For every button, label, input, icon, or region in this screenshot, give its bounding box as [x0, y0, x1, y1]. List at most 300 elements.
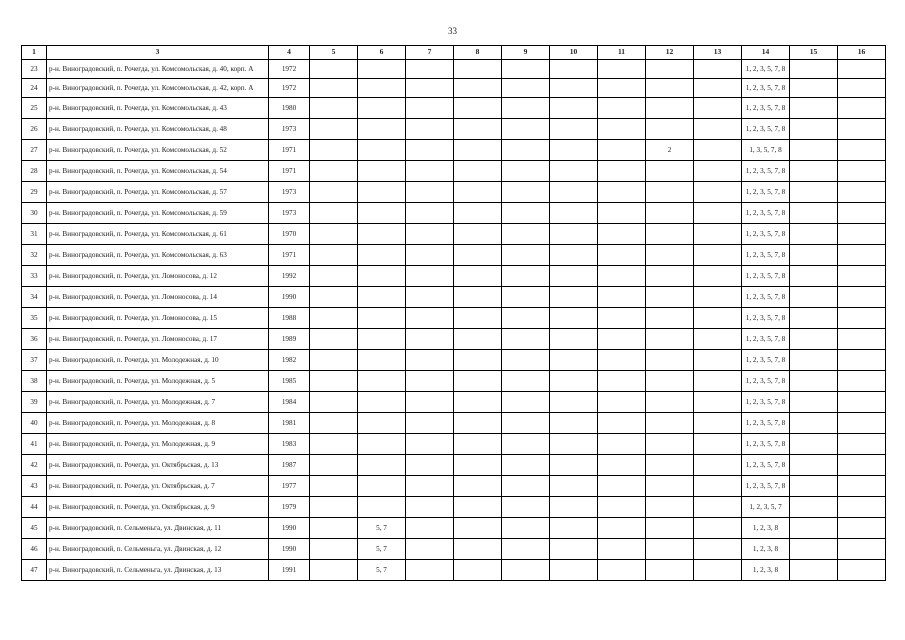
- cell-7: [406, 476, 454, 497]
- address-cell: р-н. Виноградовский, п. Рочегда, ул. Ломоносова, д. 14: [47, 287, 269, 308]
- cell-14: 1, 2, 3, 5, 7, 8: [742, 455, 790, 476]
- cell-14: 1, 3, 5, 7, 8: [742, 140, 790, 161]
- cell-6: [358, 413, 406, 434]
- year-cell: 1981: [269, 413, 310, 434]
- cell-6: 5, 7: [358, 518, 406, 539]
- cell-16: [838, 434, 886, 455]
- cell-12: [646, 245, 694, 266]
- row-number: 33: [22, 266, 47, 287]
- year-cell: 1971: [269, 245, 310, 266]
- cell-5: [310, 560, 358, 581]
- cell-12: [646, 182, 694, 203]
- cell-11: [598, 350, 646, 371]
- cell-9: [502, 476, 550, 497]
- cell-16: [838, 140, 886, 161]
- cell-12: [646, 518, 694, 539]
- cell-9: [502, 518, 550, 539]
- cell-9: [502, 497, 550, 518]
- cell-8: [454, 140, 502, 161]
- cell-11: [598, 413, 646, 434]
- row-number: 42: [22, 455, 47, 476]
- cell-9: [502, 119, 550, 140]
- cell-10: [550, 455, 598, 476]
- cell-15: [790, 203, 838, 224]
- cell-5: [310, 203, 358, 224]
- cell-16: [838, 79, 886, 98]
- year-cell: 1984: [269, 392, 310, 413]
- address-cell: р-н. Виноградовский, п. Рочегда, ул. Комсомольская, д. 57: [47, 182, 269, 203]
- address-cell: р-н. Виноградовский, п. Рочегда, ул. Ломоносова, д. 15: [47, 308, 269, 329]
- row-number: 32: [22, 245, 47, 266]
- address-cell: р-н. Виноградовский, п. Рочегда, ул. Молодежная, д. 8: [47, 413, 269, 434]
- cell-10: [550, 161, 598, 182]
- table-row: [22, 455, 886, 476]
- cell-15: [790, 413, 838, 434]
- cell-14: 1, 2, 3, 5, 7, 8: [742, 287, 790, 308]
- cell-16: [838, 98, 886, 119]
- cell-5: [310, 266, 358, 287]
- address-cell: р-н. Виноградовский, п. Рочегда, ул. Октябрьская, д. 13: [47, 455, 269, 476]
- row-number: 45: [22, 518, 47, 539]
- cell-11: [598, 560, 646, 581]
- cell-7: [406, 79, 454, 98]
- cell-12: [646, 224, 694, 245]
- cell-13: [694, 79, 742, 98]
- cell-11: [598, 140, 646, 161]
- cell-11: [598, 224, 646, 245]
- cell-8: [454, 308, 502, 329]
- cell-5: [310, 476, 358, 497]
- cell-9: [502, 560, 550, 581]
- cell-15: [790, 560, 838, 581]
- cell-11: [598, 161, 646, 182]
- cell-15: [790, 392, 838, 413]
- cell-14: 1, 2, 3, 5, 7, 8: [742, 476, 790, 497]
- cell-10: [550, 560, 598, 581]
- cell-9: [502, 455, 550, 476]
- cell-16: [838, 245, 886, 266]
- cell-11: [598, 371, 646, 392]
- cell-6: 5, 7: [358, 539, 406, 560]
- cell-13: [694, 224, 742, 245]
- cell-14: 1, 2, 3, 5, 7: [742, 497, 790, 518]
- cell-6: [358, 455, 406, 476]
- cell-14: 1, 2, 3, 5, 7, 8: [742, 308, 790, 329]
- cell-14: 1, 2, 3, 5, 7, 8: [742, 119, 790, 140]
- cell-14: 1, 2, 3, 5, 7, 8: [742, 350, 790, 371]
- cell-6: [358, 79, 406, 98]
- year-cell: 1973: [269, 182, 310, 203]
- cell-6: [358, 60, 406, 79]
- row-number: 34: [22, 287, 47, 308]
- year-cell: 1990: [269, 539, 310, 560]
- row-number: 24: [22, 79, 47, 98]
- cell-15: [790, 245, 838, 266]
- cell-9: [502, 392, 550, 413]
- row-number: 35: [22, 308, 47, 329]
- table-row: [22, 350, 886, 371]
- cell-9: [502, 434, 550, 455]
- cell-6: [358, 329, 406, 350]
- cell-15: [790, 182, 838, 203]
- cell-14: 1, 2, 3, 5, 7, 8: [742, 98, 790, 119]
- cell-7: [406, 287, 454, 308]
- cell-9: [502, 350, 550, 371]
- cell-6: [358, 224, 406, 245]
- cell-5: [310, 329, 358, 350]
- cell-5: [310, 98, 358, 119]
- cell-15: [790, 371, 838, 392]
- cell-9: [502, 245, 550, 266]
- cell-6: [358, 119, 406, 140]
- cell-11: [598, 98, 646, 119]
- table-row: [22, 371, 886, 392]
- cell-7: [406, 518, 454, 539]
- cell-5: [310, 245, 358, 266]
- cell-15: [790, 476, 838, 497]
- column-header-12: 12: [646, 46, 694, 60]
- address-cell: р-н. Виноградовский, п. Рочегда, ул. Молодежная, д. 9: [47, 434, 269, 455]
- cell-12: [646, 539, 694, 560]
- address-cell: р-н. Виноградовский, п. Рочегда, ул. Ломоносова, д. 17: [47, 329, 269, 350]
- cell-11: [598, 539, 646, 560]
- table-row: [22, 539, 886, 560]
- row-number: 27: [22, 140, 47, 161]
- cell-12: [646, 350, 694, 371]
- cell-11: [598, 203, 646, 224]
- cell-7: [406, 560, 454, 581]
- row-number: 23: [22, 60, 47, 79]
- address-cell: р-н. Виноградовский, п. Рочегда, ул. Комсомольская, д. 52: [47, 140, 269, 161]
- cell-7: [406, 161, 454, 182]
- cell-10: [550, 266, 598, 287]
- cell-7: [406, 266, 454, 287]
- cell-15: [790, 119, 838, 140]
- cell-13: [694, 329, 742, 350]
- cell-10: [550, 119, 598, 140]
- cell-10: [550, 413, 598, 434]
- cell-7: [406, 98, 454, 119]
- cell-5: [310, 140, 358, 161]
- cell-8: [454, 560, 502, 581]
- cell-16: [838, 60, 886, 79]
- cell-10: [550, 476, 598, 497]
- column-header-14: 14: [742, 46, 790, 60]
- cell-8: [454, 518, 502, 539]
- cell-12: [646, 476, 694, 497]
- cell-10: [550, 329, 598, 350]
- cell-5: [310, 392, 358, 413]
- year-cell: 1971: [269, 161, 310, 182]
- year-cell: 1985: [269, 371, 310, 392]
- cell-13: [694, 392, 742, 413]
- year-cell: 1990: [269, 287, 310, 308]
- cell-10: [550, 434, 598, 455]
- year-cell: 1977: [269, 476, 310, 497]
- cell-10: [550, 371, 598, 392]
- address-cell: р-н. Виноградовский, п. Рочегда, ул. Молодежная, д. 7: [47, 392, 269, 413]
- cell-9: [502, 413, 550, 434]
- cell-16: [838, 539, 886, 560]
- row-number: 28: [22, 161, 47, 182]
- cell-9: [502, 182, 550, 203]
- cell-16: [838, 224, 886, 245]
- cell-6: [358, 182, 406, 203]
- cell-12: [646, 161, 694, 182]
- row-number: 43: [22, 476, 47, 497]
- column-header-9: 9: [502, 46, 550, 60]
- table-row: [22, 224, 886, 245]
- cell-9: [502, 79, 550, 98]
- cell-13: [694, 413, 742, 434]
- cell-10: [550, 140, 598, 161]
- row-number: 44: [22, 497, 47, 518]
- cell-9: [502, 539, 550, 560]
- cell-13: [694, 518, 742, 539]
- cell-7: [406, 434, 454, 455]
- table-row: [22, 518, 886, 539]
- cell-16: [838, 497, 886, 518]
- cell-12: [646, 497, 694, 518]
- table-row: [22, 245, 886, 266]
- cell-10: [550, 224, 598, 245]
- cell-13: [694, 140, 742, 161]
- address-cell: р-н. Виноградовский, п. Сельменьга, ул. Двинская, д. 13: [47, 560, 269, 581]
- cell-7: [406, 224, 454, 245]
- cell-7: [406, 329, 454, 350]
- cell-13: [694, 434, 742, 455]
- cell-15: [790, 60, 838, 79]
- table-row: [22, 287, 886, 308]
- cell-12: [646, 392, 694, 413]
- cell-9: [502, 287, 550, 308]
- table-row: [22, 161, 886, 182]
- cell-5: [310, 308, 358, 329]
- cell-7: [406, 371, 454, 392]
- cell-8: [454, 392, 502, 413]
- cell-9: [502, 60, 550, 79]
- cell-14: 1, 2, 3, 5, 7, 8: [742, 60, 790, 79]
- cell-9: [502, 371, 550, 392]
- cell-14: 1, 2, 3, 5, 7, 8: [742, 329, 790, 350]
- cell-11: [598, 266, 646, 287]
- header-row: [22, 46, 886, 60]
- cell-12: [646, 329, 694, 350]
- cell-7: [406, 455, 454, 476]
- cell-10: [550, 287, 598, 308]
- column-header-10: 10: [550, 46, 598, 60]
- year-cell: 1972: [269, 60, 310, 79]
- cell-13: [694, 476, 742, 497]
- cell-14: 1, 2, 3, 5, 7, 8: [742, 182, 790, 203]
- table-row: [22, 140, 886, 161]
- cell-12: [646, 266, 694, 287]
- table-row: [22, 476, 886, 497]
- cell-7: [406, 182, 454, 203]
- row-number: 40: [22, 413, 47, 434]
- cell-16: [838, 518, 886, 539]
- row-number: 30: [22, 203, 47, 224]
- cell-12: [646, 308, 694, 329]
- registry-table: [21, 45, 886, 581]
- cell-6: [358, 287, 406, 308]
- table-row: [22, 560, 886, 581]
- table-header: [22, 46, 886, 60]
- cell-16: [838, 476, 886, 497]
- cell-15: [790, 539, 838, 560]
- cell-11: [598, 182, 646, 203]
- table-row: [22, 308, 886, 329]
- year-cell: 1989: [269, 329, 310, 350]
- column-header-4: 4: [269, 46, 310, 60]
- cell-5: [310, 455, 358, 476]
- cell-10: [550, 60, 598, 79]
- cell-12: [646, 455, 694, 476]
- table-row: [22, 434, 886, 455]
- address-cell: р-н. Виноградовский, п. Рочегда, ул. Комсомольская, д. 59: [47, 203, 269, 224]
- cell-15: [790, 98, 838, 119]
- address-cell: р-н. Виноградовский, п. Рочегда, ул. Ломоносова, д. 12: [47, 266, 269, 287]
- cell-10: [550, 518, 598, 539]
- cell-8: [454, 224, 502, 245]
- cell-8: [454, 350, 502, 371]
- cell-8: [454, 371, 502, 392]
- cell-16: [838, 266, 886, 287]
- cell-6: [358, 140, 406, 161]
- cell-8: [454, 476, 502, 497]
- cell-11: [598, 287, 646, 308]
- address-cell: р-н. Виноградовский, п. Рочегда, ул. Комсомольская, д. 40, корп. А: [47, 60, 269, 79]
- cell-13: [694, 350, 742, 371]
- cell-5: [310, 371, 358, 392]
- table-row: [22, 182, 886, 203]
- cell-10: [550, 79, 598, 98]
- address-cell: р-н. Виноградовский, п. Рочегда, ул. Комсомольская, д. 48: [47, 119, 269, 140]
- cell-15: [790, 455, 838, 476]
- cell-12: [646, 413, 694, 434]
- table-row: [22, 497, 886, 518]
- cell-7: [406, 350, 454, 371]
- cell-6: [358, 392, 406, 413]
- cell-16: [838, 182, 886, 203]
- column-header-15: 15: [790, 46, 838, 60]
- cell-15: [790, 161, 838, 182]
- column-header-13: 13: [694, 46, 742, 60]
- cell-11: [598, 476, 646, 497]
- cell-13: [694, 539, 742, 560]
- cell-11: [598, 518, 646, 539]
- column-header-1: 1: [22, 46, 47, 60]
- cell-13: [694, 161, 742, 182]
- cell-16: [838, 287, 886, 308]
- year-cell: 1979: [269, 497, 310, 518]
- cell-14: 1, 2, 3, 5, 7, 8: [742, 161, 790, 182]
- cell-9: [502, 308, 550, 329]
- cell-11: [598, 434, 646, 455]
- cell-7: [406, 245, 454, 266]
- column-header-11: 11: [598, 46, 646, 60]
- cell-8: [454, 119, 502, 140]
- cell-5: [310, 413, 358, 434]
- cell-14: 1, 2, 3, 5, 7, 8: [742, 203, 790, 224]
- cell-16: [838, 329, 886, 350]
- cell-7: [406, 140, 454, 161]
- cell-14: 1, 2, 3, 5, 7, 8: [742, 392, 790, 413]
- cell-9: [502, 266, 550, 287]
- table-row: [22, 413, 886, 434]
- address-cell: р-н. Виноградовский, п. Рочегда, ул. Комсомольская, д. 63: [47, 245, 269, 266]
- cell-15: [790, 308, 838, 329]
- cell-12: [646, 98, 694, 119]
- year-cell: 1972: [269, 79, 310, 98]
- cell-13: [694, 266, 742, 287]
- cell-14: 1, 2, 3, 5, 7, 8: [742, 224, 790, 245]
- row-number: 36: [22, 329, 47, 350]
- cell-7: [406, 308, 454, 329]
- row-number: 29: [22, 182, 47, 203]
- cell-6: [358, 434, 406, 455]
- cell-8: [454, 329, 502, 350]
- year-cell: 1987: [269, 455, 310, 476]
- cell-5: [310, 518, 358, 539]
- row-number: 41: [22, 434, 47, 455]
- cell-15: [790, 224, 838, 245]
- cell-8: [454, 413, 502, 434]
- cell-5: [310, 161, 358, 182]
- table-row: [22, 79, 886, 98]
- cell-16: [838, 371, 886, 392]
- year-cell: 1992: [269, 266, 310, 287]
- cell-12: 2: [646, 140, 694, 161]
- row-number: 25: [22, 98, 47, 119]
- cell-13: [694, 245, 742, 266]
- cell-6: [358, 350, 406, 371]
- cell-6: [358, 203, 406, 224]
- year-cell: 1971: [269, 140, 310, 161]
- cell-13: [694, 98, 742, 119]
- year-cell: 1990: [269, 518, 310, 539]
- column-header-5: 5: [310, 46, 358, 60]
- cell-14: 1, 2, 3, 5, 7, 8: [742, 79, 790, 98]
- cell-8: [454, 98, 502, 119]
- cell-12: [646, 79, 694, 98]
- row-number: 31: [22, 224, 47, 245]
- table-row: [22, 392, 886, 413]
- cell-16: [838, 392, 886, 413]
- row-number: 39: [22, 392, 47, 413]
- cell-6: [358, 161, 406, 182]
- cell-14: 1, 2, 3, 8: [742, 539, 790, 560]
- table-row: [22, 203, 886, 224]
- cell-6: [358, 266, 406, 287]
- table-body: [22, 60, 886, 581]
- cell-15: [790, 266, 838, 287]
- cell-15: [790, 329, 838, 350]
- cell-5: [310, 539, 358, 560]
- cell-14: 1, 2, 3, 5, 7, 8: [742, 266, 790, 287]
- cell-8: [454, 161, 502, 182]
- row-number: 38: [22, 371, 47, 392]
- cell-5: [310, 287, 358, 308]
- cell-10: [550, 392, 598, 413]
- cell-13: [694, 287, 742, 308]
- cell-5: [310, 79, 358, 98]
- cell-6: [358, 476, 406, 497]
- cell-12: [646, 119, 694, 140]
- cell-5: [310, 224, 358, 245]
- address-cell: р-н. Виноградовский, п. Рочегда, ул. Молодежная, д. 5: [47, 371, 269, 392]
- cell-9: [502, 161, 550, 182]
